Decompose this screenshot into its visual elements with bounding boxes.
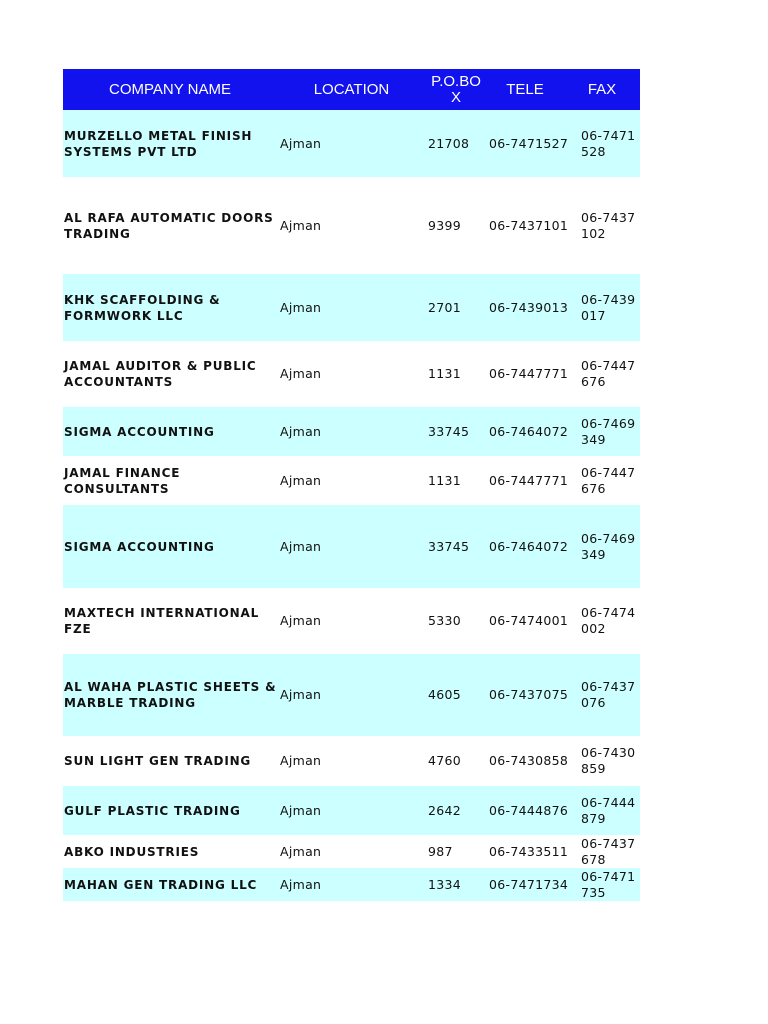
header-pobox: P.O.BO X bbox=[431, 72, 481, 106]
table-row bbox=[63, 588, 640, 654]
table-row bbox=[63, 786, 640, 835]
pobox-cell: 33745 bbox=[428, 538, 470, 554]
tele-cell: 06-7474001 bbox=[489, 613, 569, 628]
pobox-cell: 987 bbox=[428, 843, 453, 859]
tele-cell: 06-7433511 bbox=[489, 843, 569, 859]
table-row bbox=[63, 736, 640, 786]
fax-cell: 06-7447676 bbox=[581, 464, 636, 496]
tele-cell: 06-7464072 bbox=[489, 423, 569, 439]
table-row bbox=[63, 407, 640, 456]
fax-cell: 06-7447676 bbox=[581, 358, 636, 389]
company-name-cell: SUN LIGHT GEN TRADING bbox=[64, 754, 252, 768]
pobox-cell: 4760 bbox=[428, 753, 462, 768]
table-header-row bbox=[63, 69, 640, 110]
header-tele: TELE bbox=[506, 80, 544, 98]
company-name-cell: MAHAN GEN TRADING LLC bbox=[64, 877, 258, 892]
pobox-cell: 21708 bbox=[428, 135, 470, 151]
table-row bbox=[63, 654, 640, 736]
company-name-cell: KHK SCAFFOLDING & FORMWORK LLC bbox=[64, 292, 221, 323]
pobox-cell: 33745 bbox=[428, 423, 470, 439]
table-row bbox=[63, 274, 640, 341]
fax-cell: 06-7469349 bbox=[581, 530, 636, 562]
fax-cell: 06-7437678 bbox=[581, 835, 636, 867]
location-cell: Ajman bbox=[280, 135, 322, 151]
location-cell: Ajman bbox=[280, 843, 322, 859]
tele-cell: 06-7471527 bbox=[489, 135, 569, 151]
table-row bbox=[63, 341, 640, 407]
company-directory-table bbox=[63, 69, 640, 901]
header-location: LOCATION bbox=[313, 80, 390, 98]
company-name-cell: JAMAL FINANCE CONSULTANTS bbox=[64, 465, 181, 496]
fax-cell: 06-7471528 bbox=[581, 127, 636, 159]
company-name-cell: MURZELLO METAL FINISH SYSTEMS PVT LTD bbox=[64, 128, 253, 159]
company-name-cell: MAXTECH INTERNATIONAL FZE bbox=[64, 606, 260, 636]
tele-cell: 06-7471734 bbox=[489, 876, 569, 892]
table-row bbox=[63, 110, 640, 177]
fax-cell: 06-7471735 bbox=[581, 868, 636, 900]
fax-cell: 06-7437102 bbox=[581, 209, 636, 241]
tele-cell: 06-7430858 bbox=[489, 753, 569, 768]
fax-cell: 06-7444879 bbox=[581, 794, 636, 826]
pobox-cell: 5330 bbox=[428, 613, 462, 628]
header-fax: FAX bbox=[587, 80, 617, 98]
pobox-cell: 4605 bbox=[428, 687, 462, 702]
tele-cell: 06-7447771 bbox=[489, 366, 569, 381]
pobox-cell: 2642 bbox=[428, 802, 462, 818]
company-name-cell: AL WAHA PLASTIC SHEETS & MARBLE TRADING bbox=[64, 680, 277, 710]
company-name-cell: ABKO INDUSTRIES bbox=[64, 844, 200, 859]
location-cell: Ajman bbox=[280, 876, 322, 892]
location-cell: Ajman bbox=[280, 613, 322, 628]
pobox-cell: 1334 bbox=[428, 876, 462, 892]
location-cell: Ajman bbox=[280, 217, 322, 233]
table-row bbox=[63, 835, 640, 868]
fax-cell: 06-7430859 bbox=[581, 745, 636, 776]
tele-cell: 06-7439013 bbox=[489, 299, 569, 315]
location-cell: Ajman bbox=[280, 423, 322, 439]
table-row bbox=[63, 868, 640, 901]
company-name-cell: AL RAFA AUTOMATIC DOORS TRADING bbox=[64, 210, 274, 241]
company-name-cell: GULF PLASTIC TRADING bbox=[64, 803, 241, 818]
location-cell: Ajman bbox=[280, 687, 322, 702]
location-cell: Ajman bbox=[280, 538, 322, 554]
location-cell: Ajman bbox=[280, 802, 322, 818]
location-cell: Ajman bbox=[280, 366, 322, 381]
tele-cell: 06-7464072 bbox=[489, 538, 569, 554]
fax-cell: 06-7474002 bbox=[581, 605, 636, 636]
tele-cell: 06-7437075 bbox=[489, 687, 569, 702]
tele-cell: 06-7447771 bbox=[489, 472, 569, 488]
fax-cell: 06-7437076 bbox=[581, 679, 636, 710]
location-cell: Ajman bbox=[280, 753, 322, 768]
table-row bbox=[63, 456, 640, 505]
company-name-cell: SIGMA ACCOUNTING bbox=[64, 539, 215, 554]
fax-cell: 06-7439017 bbox=[581, 291, 636, 323]
location-cell: Ajman bbox=[280, 299, 322, 315]
pobox-cell: 1131 bbox=[428, 366, 462, 381]
fax-cell: 06-7469349 bbox=[581, 415, 636, 447]
company-name-cell: SIGMA ACCOUNTING bbox=[64, 424, 215, 439]
table-row bbox=[63, 505, 640, 588]
tele-cell: 06-7437101 bbox=[489, 217, 569, 233]
pobox-cell: 2701 bbox=[428, 299, 462, 315]
tele-cell: 06-7444876 bbox=[489, 802, 569, 818]
header-company-name: COMPANY NAME bbox=[109, 80, 231, 98]
location-cell: Ajman bbox=[280, 472, 322, 488]
company-name-cell: JAMAL AUDITOR & PUBLIC ACCOUNTANTS bbox=[64, 359, 257, 389]
pobox-cell: 9399 bbox=[428, 217, 462, 233]
table-row bbox=[63, 177, 640, 274]
pobox-cell: 1131 bbox=[428, 472, 462, 488]
